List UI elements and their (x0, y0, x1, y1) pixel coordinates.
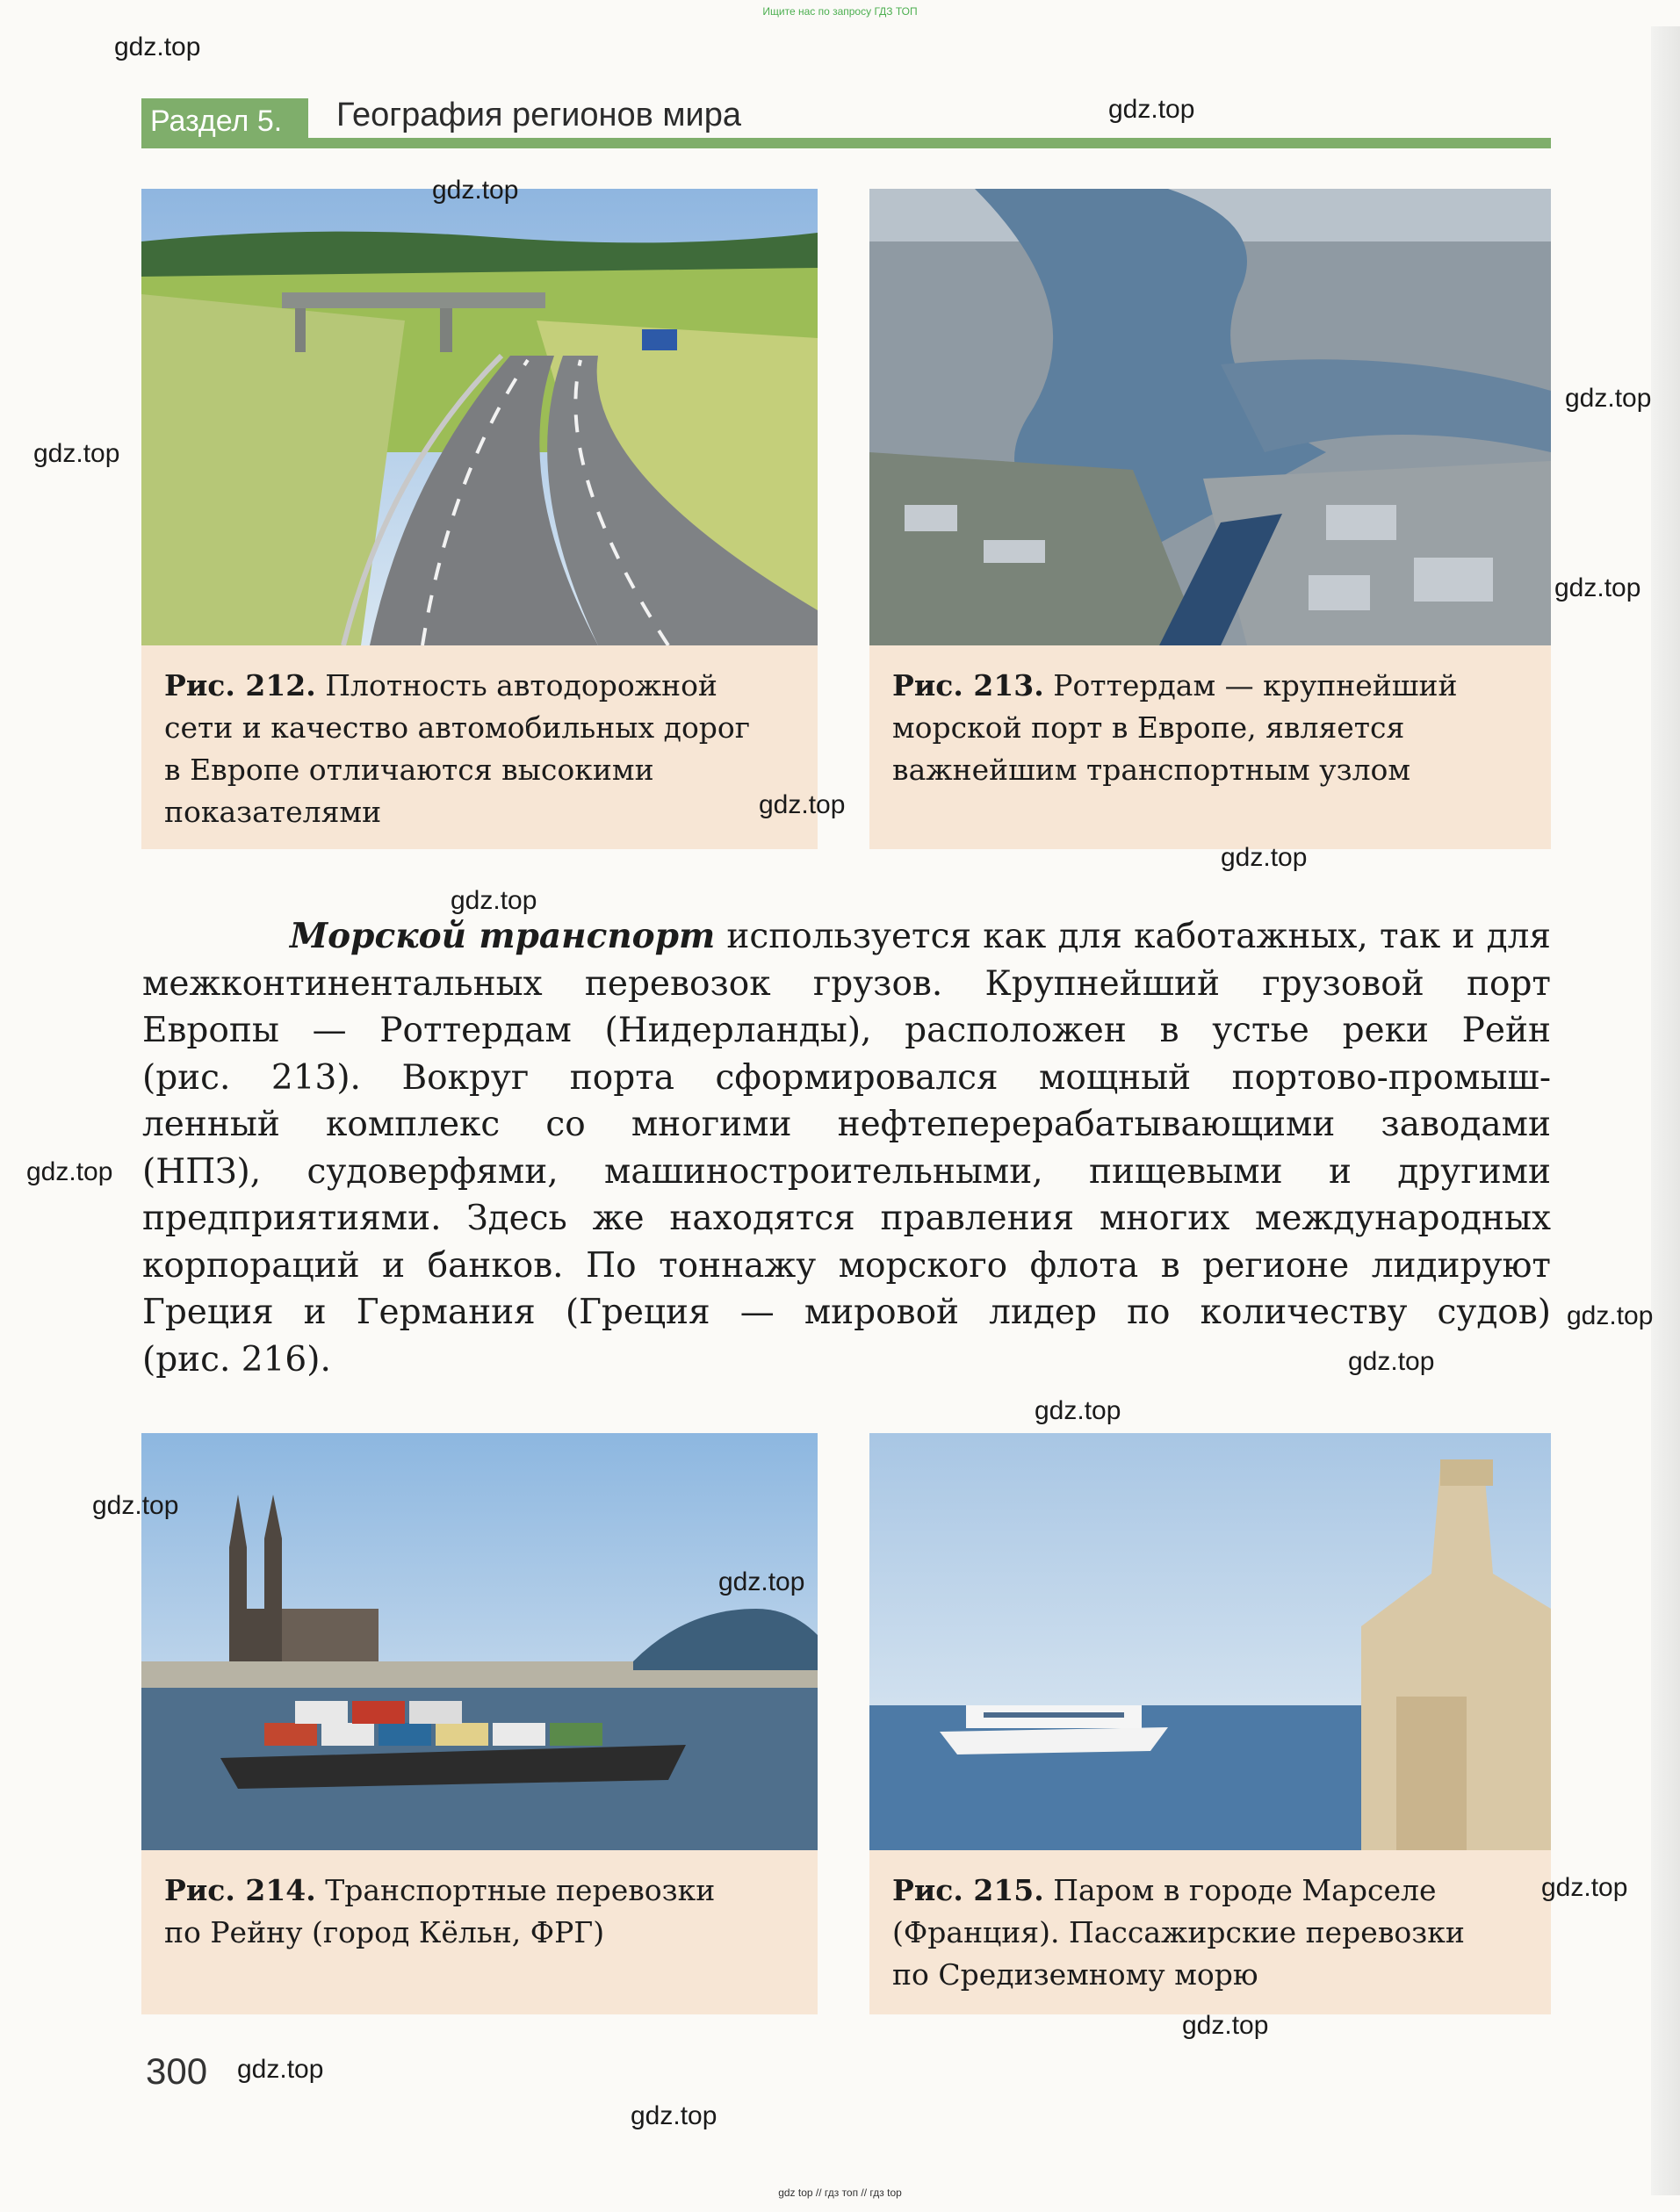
figure-215-caption-line: по Средиземному морю (892, 1957, 1258, 1992)
figure-214-photo (141, 1433, 818, 1850)
figure-212-caption (141, 645, 818, 853)
figure-215-number: Рис. 215. (892, 1873, 1044, 1907)
figure-215-photo (869, 1433, 1551, 1850)
figure-214-caption (141, 1850, 818, 1973)
watermark: gdz.top (237, 2055, 324, 2084)
figure-215-caption (869, 1850, 1551, 2015)
watermark: gdz.top (1348, 1347, 1435, 1376)
watermark: gdz.top (26, 1157, 113, 1186)
watermark: gdz.top (1182, 2011, 1269, 2040)
figure-214-number: Рис. 214. (164, 1873, 316, 1907)
figure-214-caption-line: по Рейну (город Кёльн, ФРГ) (164, 1915, 605, 1949)
figure-212-photo (141, 189, 818, 645)
page-edge-shadow (1651, 26, 1680, 2195)
watermark: gdz.top (1035, 1396, 1121, 1425)
bottom-note: gdz top // гдз топ // гдз top (778, 2187, 902, 2199)
figure-215-caption-line: Паром в городе Марселе (1053, 1873, 1437, 1907)
watermark: gdz.top (1554, 573, 1641, 602)
watermark: gdz.top (432, 176, 519, 205)
figure-212-caption-line: показателями (164, 795, 382, 829)
port-photo-icon (869, 189, 1551, 645)
section-badge: Раздел 5. (141, 98, 308, 144)
page-number: 300 (146, 2050, 208, 2092)
ferry-photo-icon (869, 1433, 1551, 1850)
paragraph-line-text: используется как для каботажных, так и для (715, 917, 1551, 956)
watermark: gdz.top (759, 790, 846, 819)
figure-213-caption-box (869, 645, 1551, 849)
figure-213-caption-line: важнейшим транспортным узлом (892, 753, 1411, 787)
figure-212-caption-box (141, 645, 818, 849)
paragraph-line: ленный комплекс со многими нефтеперерабатывающими заводами (142, 1105, 1551, 1144)
watermark: gdz.top (1221, 843, 1308, 872)
watermark: gdz.top (718, 1567, 805, 1596)
figure-215-caption-box (869, 1850, 1551, 2014)
paragraph-line: (НПЗ), судоверфями, машиностроительными, пищевыми и другими (142, 1151, 1551, 1192)
section-title: География регионов мира (336, 97, 742, 133)
watermark: gdz.top (1541, 1873, 1628, 1902)
watermark: gdz.top (1565, 384, 1652, 413)
figure-212-caption-line: сети и качество автомобильных дорог (164, 710, 751, 745)
paragraph-line: (рис. 213). Вокруг порта сформировался мощный портово-промыш- (142, 1057, 1551, 1098)
top-note: Ищите нас по запросу ГДЗ ТОП (762, 5, 918, 18)
watermark: gdz.top (92, 1491, 179, 1520)
figure-213-photo (869, 189, 1551, 645)
paragraph-line: (рис. 216). (142, 1339, 331, 1380)
figure-214-caption-box (141, 1850, 818, 2014)
paragraph-line: корпораций и банков. По тоннажу морского флота в регионе лидируют (142, 1245, 1551, 1286)
figure-214-caption-line: Транспортные перевозки (325, 1873, 716, 1907)
watermark: gdz.top (114, 32, 201, 61)
paragraph-line (216, 913, 1551, 961)
paragraph-line: Европы — Роттердам (Нидерланды), расположен в устье реки Рейн (142, 1011, 1551, 1050)
body-paragraph (142, 913, 1551, 1383)
watermark: gdz.top (451, 886, 537, 915)
paragraph-line: предприятиями. Здесь же находятся правления многих международных (142, 1199, 1551, 1238)
river-barge-photo-icon (141, 1433, 818, 1850)
watermark: gdz.top (33, 439, 120, 468)
figure-212-caption-line: в Европе отличаются высокими (164, 753, 654, 787)
figure-212-number: Рис. 212. (164, 668, 316, 703)
paragraph-line: Греция и Германия (Греция — мировой лидер по количеству судов) (142, 1293, 1551, 1332)
watermark: gdz.top (631, 2101, 717, 2130)
figure-213-caption-line: Роттердам — крупнейший (1053, 668, 1458, 703)
figure-215-caption-line: (Франция). Пассажирские перевозки (892, 1915, 1465, 1949)
figure-213-caption (869, 645, 1551, 811)
figure-213-caption-line: морской порт в Европе, является (892, 710, 1405, 745)
highway-photo-icon (141, 189, 818, 645)
header-rule (141, 138, 1551, 148)
paragraph-lead-term: Морской транспорт (290, 916, 716, 956)
paragraph-line: межконтинентальных перевозок грузов. Крупнейший грузовой порт (142, 963, 1551, 1004)
figure-213-number: Рис. 213. (892, 668, 1044, 703)
watermark: gdz.top (1567, 1301, 1654, 1330)
figure-212-caption-line: Плотность автодорожной (325, 668, 717, 703)
watermark: gdz.top (1108, 95, 1195, 124)
